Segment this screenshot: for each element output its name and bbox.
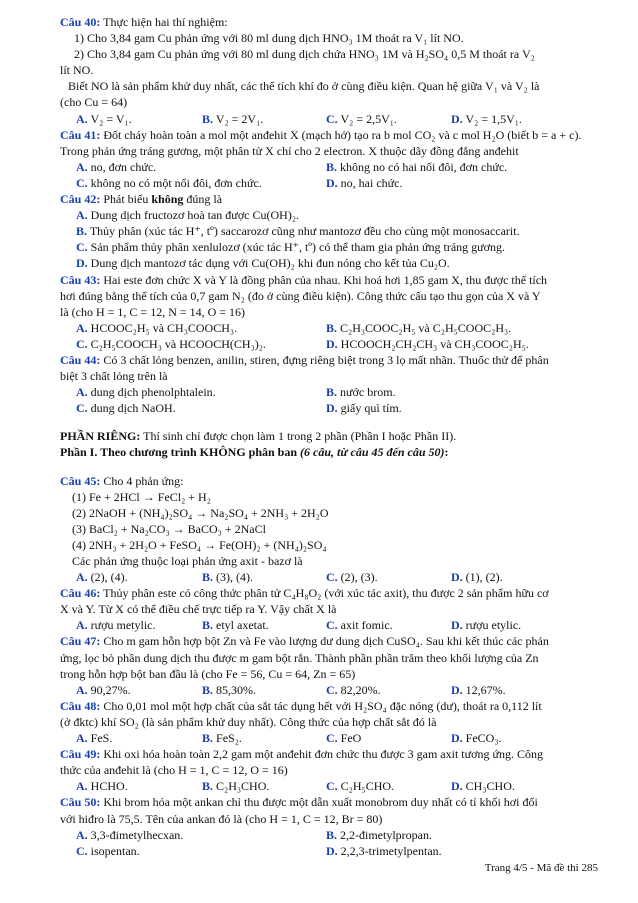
option-d[interactable]: D. FeCO₃.	[451, 731, 502, 746]
spacer	[60, 416, 592, 428]
answer-options	[60, 617, 592, 633]
experiment-2: 2) Cho 3,84 gam Cu phản ứng với 80 ml dung dịch chứa HNO₃ 1M và H₂SO₄ 0,5 M thoát ra V₂	[74, 47, 535, 62]
option-b[interactable]: B. V₂ = 2V₁.	[202, 111, 264, 126]
emphasis-word: không	[151, 192, 184, 207]
option-c[interactable]: C. không no có một nối đôi, đơn chức.	[76, 175, 262, 190]
option-a[interactable]: A. dung dịch phenolphtalein.	[76, 385, 216, 400]
question-label: Câu 50:	[60, 795, 101, 810]
option-c[interactable]: C. C₂H₅COOCH₃ và HCOOCH(CH₃)₂.	[76, 336, 266, 351]
experiment-1: 1) Cho 3,84 gam Cu phản ứng với 80 ml dung dịch HNO₃ 1M thoát ra V₁ lít NO.	[74, 31, 464, 46]
page-footer: Trang 4/5 - Mã đề thi 285	[484, 862, 598, 874]
question-text: Khi brom hóa một ankan chỉ thu được một dẫn xuất monobrom duy nhất có tỉ khối hơi đối	[103, 795, 538, 810]
question-43-stem	[60, 272, 592, 288]
question-50-stem	[60, 794, 592, 810]
option-d[interactable]: D. CH₃CHO.	[451, 779, 515, 794]
question-text: Cho 4 phản ứng:	[103, 473, 184, 488]
question-label: Câu 49:	[60, 747, 101, 762]
answer-options	[60, 569, 592, 585]
question-45-stem	[60, 473, 592, 489]
question-text-cont: hơi đúng bằng thể tích của 0,7 gam N₂ (đo ở cùng điều kiện). Công thức cấu tạo thu gọn của X và Y	[60, 288, 541, 303]
option-a[interactable]: A. 3,3-đimetylhecxan.	[76, 827, 184, 842]
question-text-cont: trong hỗn hợp bột ban đầu là (cho Fe = 56, Cu = 64, Zn = 65)	[60, 666, 356, 681]
question-text: Cho 0,01 mol một hợp chất của sắt tác dụng hết với H₂SO₄ đặc nóng (dư), thoát ra 0,112 lít	[103, 698, 542, 713]
reaction-1: (1) Fe + 2HCl → FeCl₂ + H₂	[72, 489, 211, 504]
option-a[interactable]: A. V₂ = V₁.	[76, 111, 132, 126]
question-text-cont: X và Y. Từ X có thể điều chế trực tiếp ra Y. Vậy chất X là	[60, 602, 337, 617]
question-text-cont: ứng, lọc bỏ phần dung dịch thu được m gam bột rắn. Thành phần phần trăm theo khối lượng của Zn	[60, 650, 539, 665]
option-b[interactable]: B. C₂H₃CHO.	[202, 779, 270, 794]
question-label: Câu 44:	[60, 352, 101, 367]
question-label: Câu 46:	[60, 586, 101, 601]
answer-options	[60, 682, 592, 698]
option-b[interactable]: B. etyl axetat.	[202, 618, 269, 633]
question-note: Biết NO là sản phẩm khử duy nhất, các thể tích khí đo ở cùng điều kiện. Quan hệ giữa V₁ và V₂ là	[68, 79, 540, 94]
option-c[interactable]: C. (2), (3).	[326, 570, 378, 585]
question-label: Câu 40:	[60, 15, 101, 29]
option-a[interactable]: A. HCOOC₂H₅ và CH₃COOCH₃.	[76, 320, 238, 335]
question-label: Câu 47:	[60, 634, 101, 649]
reaction-4: (4) 2NH₃ + 2H₂O + FeSO₄ → Fe(OH)₂ + (NH₄)₂SO₄	[72, 537, 327, 552]
question-text-cont: với hiđro là 75,5. Tên của ankan đó là (cho H = 1, C = 12, Br = 80)	[60, 811, 383, 826]
option-a[interactable]: A. HCHO.	[76, 779, 128, 794]
option-c[interactable]: C. V₂ = 2,5V₁.	[326, 111, 397, 126]
question-text-cont: biệt 3 chất lỏng trên là	[60, 369, 168, 384]
option-c[interactable]: C. 82,20%.	[326, 682, 381, 697]
option-b[interactable]: B. Thủy phân (xúc tác H⁺, tº) saccarozơ cũng như mantozơ đều cho cùng một monosaccarit.	[76, 224, 520, 239]
answer-options	[60, 827, 592, 843]
question-label: Câu 43:	[60, 272, 101, 287]
option-a[interactable]: A. Dung dịch fructozơ hoà tan được Cu(OH)₂.	[76, 208, 299, 223]
question-text: Cho m gam hỗn hợp bột Zn và Fe vào lượng dư dung dịch CuSO₄. Sau khi kết thúc các phản	[103, 634, 549, 649]
answer-options	[60, 159, 592, 175]
reaction-3: (3) BaCl₂ + Na₂CO₃ → BaCO₃ + 2NaCl	[72, 521, 266, 536]
option-c[interactable]: C. FeO	[326, 731, 362, 746]
question-48-stem	[60, 698, 592, 714]
exam-page	[60, 14, 592, 859]
question-text: Hai este đơn chức X và Y là đồng phân của nhau. Khi hoá hơi 1,85 gam X, thu được thể tích	[103, 272, 548, 287]
answer-options	[60, 384, 592, 400]
option-d[interactable]: D. (1), (2).	[451, 570, 503, 585]
answer-options	[60, 175, 592, 191]
question-text-cont: thức của anđehit là (cho H = 1, C = 12, O = 16)	[60, 763, 288, 778]
option-d[interactable]: D. giấy quì tím.	[326, 401, 402, 416]
answer-options	[60, 320, 592, 336]
question-44-stem	[60, 352, 592, 368]
question-label: Câu 45:	[60, 473, 101, 488]
option-a[interactable]: A. (2), (4).	[76, 570, 128, 585]
question-ask: Các phản ứng thuộc loại phản ứng axit - bazơ là	[72, 554, 303, 568]
answer-options	[60, 843, 592, 859]
spacer	[60, 461, 592, 473]
experiment-2-cont: lít NO.	[60, 63, 94, 78]
answer-options	[60, 400, 592, 416]
question-label: Câu 42:	[60, 192, 101, 207]
question-49-stem	[60, 746, 592, 762]
option-c[interactable]: C. isopentan.	[76, 843, 140, 858]
question-41-stem	[60, 127, 592, 143]
option-c[interactable]: C. Sản phẩm thủy phân xenlulozơ (xúc tác H⁺, tº) có thể tham gia phản ứng tráng gương.	[76, 240, 505, 255]
question-47-stem	[60, 633, 592, 649]
question-42-stem: Câu 42: Phát biểu không đúng là	[60, 192, 223, 207]
question-label: Câu 41:	[60, 127, 101, 142]
option-b[interactable]: B. không no có hai nối đôi, đơn chức.	[326, 159, 508, 174]
question-note-cont: (cho Cu = 64)	[60, 95, 128, 110]
option-c[interactable]: C. C₂H₅CHO.	[326, 779, 395, 794]
option-b[interactable]: B. 85,30%.	[202, 682, 257, 697]
option-d[interactable]: D. V₂ = 1,5V₁.	[451, 111, 522, 126]
part-heading: Phần I. Theo chương trình KHÔNG phân ban (6 câu, từ câu 45 đến câu 50):	[60, 445, 449, 460]
option-d[interactable]: D. 12,67%.	[451, 682, 506, 697]
answer-options	[60, 778, 592, 794]
question-text: Thực hiện hai thí nghiệm:	[103, 15, 228, 29]
question-text-cont: Trong phản ứng tráng gương, một phân tử X chỉ cho 2 electron. X thuộc dãy đồng đẳng anđehit	[60, 143, 519, 158]
question-text: Thủy phân este có công thức phân tử C₄H₈O₂ (với xúc tác axit), thu được 2 sản phẩm hữu cơ	[103, 586, 549, 601]
option-b[interactable]: B. (3), (4).	[202, 570, 253, 585]
option-d[interactable]: D. HCOOCH₂CH₂CH₃ và CH₃COOC₂H₅.	[326, 336, 529, 351]
question-46-stem	[60, 585, 592, 601]
option-d[interactable]: D. no, hai chức.	[326, 175, 403, 190]
option-a[interactable]: A. FeS.	[76, 731, 113, 746]
option-d[interactable]: D. 2,2,3-trimetylpentan.	[326, 843, 442, 858]
option-a[interactable]: A. 90,27%.	[76, 682, 131, 697]
answer-options	[60, 336, 592, 352]
reaction-2: (2) 2NaOH + (NH₄)₂SO₄ → Na₂SO₄ + 2NH₃ + 2H₂O	[72, 505, 329, 520]
question-text: Khi oxi hóa hoàn toàn 2,2 gam một anđehit đơn chức thu được 3 gam axit tương ứng. Công	[103, 747, 543, 762]
option-b[interactable]: B. C₂H₃COOC₂H₅ và C₂H₅COOC₂H₃.	[326, 320, 512, 335]
answer-options	[60, 730, 592, 746]
option-d[interactable]: D. Dung dịch mantozơ tác dụng với Cu(OH)₂ khi đun nóng cho kết tủa Cu₂O.	[76, 256, 450, 271]
question-text-cont: (ở đktc) khí SO₂ (là sản phẩm khử duy nhất). Công thức của hợp chất sắt đó là	[60, 714, 437, 729]
option-d[interactable]: D. rượu etylic.	[451, 618, 522, 633]
option-b[interactable]: B. 2,2-đimetylpropan.	[326, 827, 432, 842]
question-text-cont: là (cho H = 1, C = 12, N = 14, O = 16)	[60, 304, 246, 319]
question-text: Đốt cháy hoàn toàn a mol một anđehit X (mạch hở) tạo ra b mol CO₂ và c mol H₂O (biết b = a + c).	[103, 127, 582, 142]
answer-options	[60, 111, 592, 127]
question-text: Có 3 chất lỏng benzen, anilin, stiren, đựng riêng biệt trong 3 lọ mất nhãn. Thuốc thử để phân	[103, 352, 549, 367]
section-heading: PHẦN RIÊNG: Thí sinh chỉ được chọn làm 1 trong 2 phần (Phần I hoặc Phần II).	[60, 429, 457, 444]
option-b[interactable]: B. nước brom.	[326, 385, 396, 400]
option-b[interactable]: B. FeS₂.	[202, 731, 242, 746]
option-a[interactable]: A. rượu metylic.	[76, 618, 156, 633]
question-label: Câu 48:	[60, 698, 101, 713]
option-a[interactable]: A. no, đơn chức.	[76, 159, 157, 174]
question-40-stem	[60, 14, 592, 30]
option-c[interactable]: C. dung dịch NaOH.	[76, 401, 176, 416]
option-c[interactable]: C. axit fomic.	[326, 618, 393, 633]
